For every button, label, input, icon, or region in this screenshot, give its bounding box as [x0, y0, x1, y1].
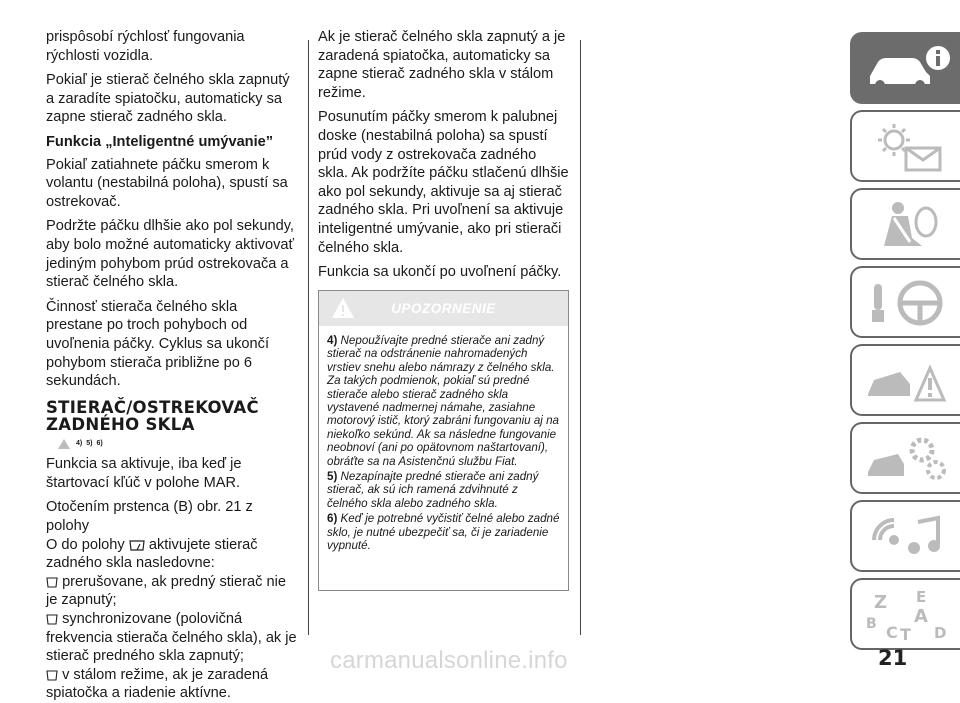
paragraph: Pokiaľ je stierač čelného skla zapnutý a zaradíte spiatočku, automaticky sa zapne stierač zadného skla. — [46, 72, 290, 126]
paragraph: Ak je stierač čelného skla zapnutý a je zaradená spiatočka, automaticky sa zapne stierač zadného skla v stálom režime. — [318, 29, 566, 101]
paragraph: Funkcia sa ukončí po uvoľnení páčky. — [318, 264, 562, 281]
position-o-symbol: O — [46, 536, 58, 553]
index-letter: E — [916, 588, 927, 606]
heading-line: STIERAČ/OSTREKOVAČ — [46, 397, 259, 417]
rear-wiper-intermittent-icon — [46, 576, 58, 588]
tab-maintenance[interactable] — [850, 422, 960, 494]
right-column — [318, 28, 570, 288]
rear-wiper-sync-icon — [46, 613, 58, 625]
list-item-text: v stálom režime, ak je zaradená spiatočka a riadenie aktívne. — [46, 666, 269, 702]
paragraph: Pokiaľ zatiahnete páčku smerom k volantu (nestabilná poloha), spustí sa ostrekovač. — [46, 156, 288, 210]
list-item-text: prerušovane, ak predný stierač nie je zapnutý; — [46, 573, 286, 609]
warning-text: Keď je potrebné vyčistiť čelné alebo zadné sklo, je nutné ubezpečiť sa, či je zariadenie vypnuté. — [327, 512, 560, 553]
paragraph: Funkcia sa aktivuje, iba keď je štartovací kľúč v polohe MAR. — [46, 456, 242, 491]
warning-triangle-icon — [58, 439, 70, 449]
tab-driving[interactable] — [850, 266, 960, 338]
warning-header — [319, 291, 568, 326]
warning-number: 4) — [327, 334, 338, 347]
index-letter: C — [886, 623, 898, 642]
warning-item — [327, 334, 560, 468]
alphabet-index-icon — [864, 588, 954, 642]
warning-number: 6) — [327, 512, 338, 526]
page-number: 21 — [878, 646, 908, 670]
warning-body — [319, 326, 568, 553]
text: do polohy — [61, 536, 125, 553]
section-heading-rear-wiper — [46, 399, 298, 433]
car-info-icon — [864, 42, 954, 96]
list-item-text: synchronizovane (polovičná frekvencia stierača čelného skla), ak je stierač predného skla zapnutý; — [46, 611, 297, 665]
paragraph — [46, 498, 298, 572]
reference[interactable]: 6) — [96, 439, 103, 447]
index-letter: T — [900, 625, 911, 642]
steering-wheel-icon — [864, 276, 954, 330]
index-letter: A — [914, 606, 928, 627]
paragraph: prispôsobí rýchlosť fungovania rýchlosti vozidla. — [46, 29, 245, 64]
warning-item — [327, 512, 560, 552]
airbag-seatbelt-icon — [864, 198, 954, 252]
column-divider — [580, 40, 581, 635]
index-letter: Z — [874, 592, 888, 613]
tab-warning-lights[interactable] — [850, 110, 960, 182]
left-column — [46, 28, 298, 703]
tab-car-info[interactable] — [850, 32, 960, 104]
warning-number: 5) — [327, 470, 338, 484]
index-letter: D — [934, 624, 947, 642]
paragraph: Posunutím páčky smerom k palubnej doske (nestabilná poloha) sa spustí prúd vody z ostrekovača zadného skla. Ak podržíte páčku stlačenú dlhšie ako pol sekundy, aktivuje sa aj stierač zadného skla. Pri uvoľnení sa aktivuje inteligentné umývanie, ako pri stierači čelného skla. — [318, 109, 569, 256]
index-letter: B — [866, 616, 877, 632]
warning-item — [327, 470, 560, 510]
list-item — [46, 666, 298, 703]
tab-emergency[interactable] — [850, 344, 960, 416]
rear-wiper-icon — [129, 538, 145, 552]
warning-text: Nezapínajte predné stierače ani zadný stierač, ak sú ich ramená zdvihnuté z čelného skla alebo zadného skla. — [327, 470, 539, 510]
column-divider — [308, 40, 309, 635]
warning-text: Nepoužívajte predné stierače ani zadný stierač na odstránenie nahromadených vrstiev snehu alebo námrazy z čelného skla. Za takých podmienok, pokiaľ sú predné stierače alebo stierač zadného skla vystavené nadmernej námahe, zasiahne motorový istič, ktorý zabráni fungovaniu aj na niekoľko sekúnd. Ak sa následne fungovanie neobnoví (ani po opätovnom naštartovaní), obráťte sa na Asistenčnú službu Fiat. — [327, 334, 559, 468]
warning-box — [318, 290, 569, 591]
warning-references — [58, 435, 298, 454]
heading-line: ZADNÉHO SKLA — [46, 414, 195, 434]
paragraph: Podržte páčku dlhšie ako pol sekundy, aby bolo možné automaticky aktivovať jediným pohybom prúd ostrekovača a stierač čelného skla. — [46, 218, 295, 291]
list-item — [46, 573, 298, 610]
text: aktivujete stierač zadného skla nasledovne: — [46, 536, 258, 572]
warning-title: UPOZORNENIE — [391, 301, 496, 316]
multimedia-icon — [864, 510, 954, 564]
emergency-car-icon — [864, 354, 954, 408]
text: Otočením prstenca (B) obr. 21 z polohy — [46, 499, 253, 535]
rear-wiper-continuous-icon — [46, 669, 58, 681]
section-heading-smart-wash: Funkcia „Inteligentné umývanie” — [46, 133, 274, 150]
list-item — [46, 610, 298, 666]
warning-lights-icon — [864, 120, 954, 174]
tab-multimedia[interactable] — [850, 500, 960, 572]
tab-index[interactable] — [850, 578, 960, 650]
gears-icon — [864, 432, 954, 486]
watermark: carmanualsonline.info — [330, 647, 568, 674]
reference[interactable]: 4) — [76, 439, 83, 447]
paragraph: Činnosť stierača čelného skla prestane po troch pohyboch od uvoľnenia páčky. Cyklus sa ukončí pohybom stierača približne po 6 sekundách. — [46, 298, 270, 390]
tab-safety[interactable] — [850, 188, 960, 260]
reference[interactable]: 5) — [86, 439, 93, 447]
